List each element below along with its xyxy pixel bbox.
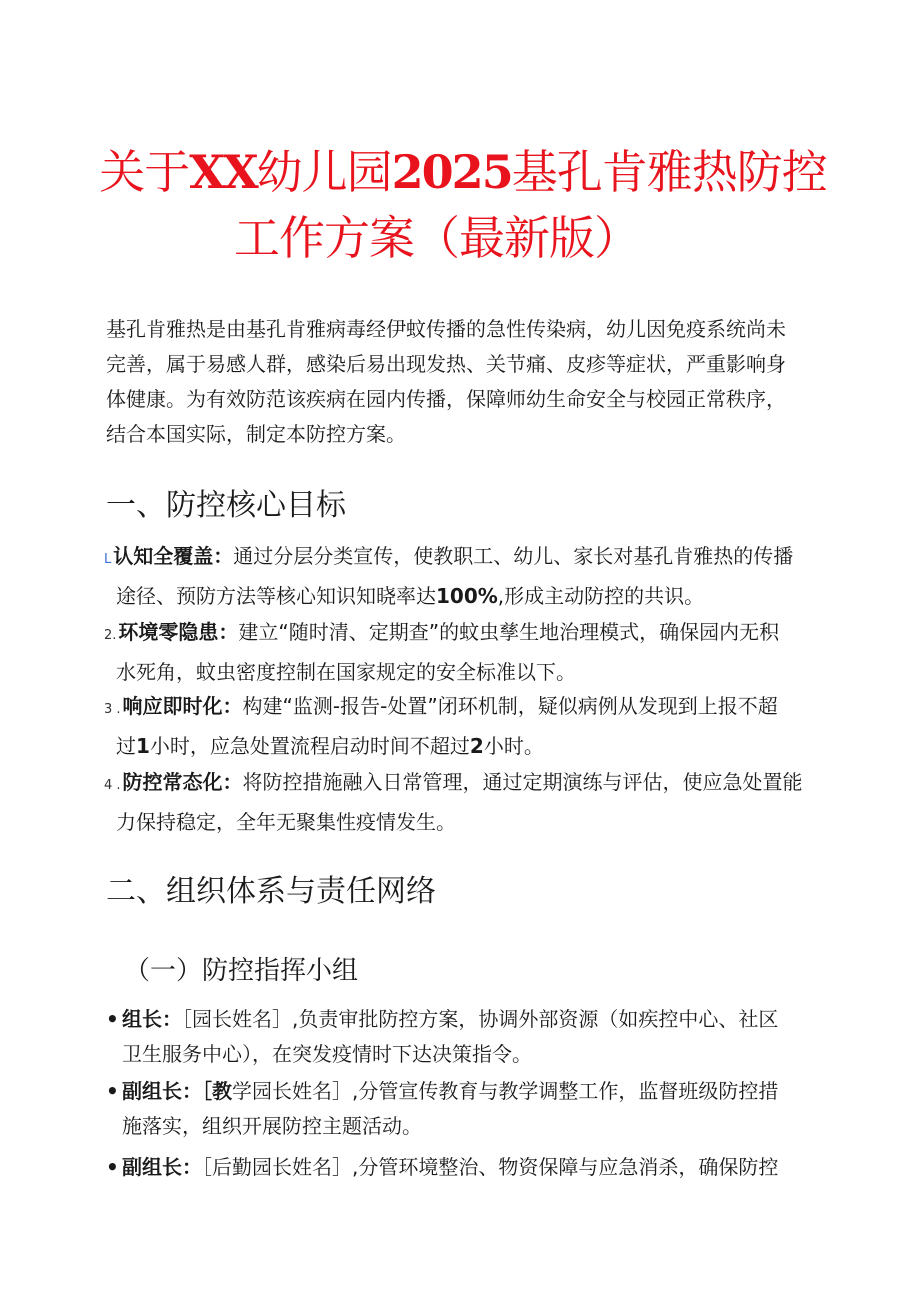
bullet-icon: • — [106, 1155, 119, 1179]
member-role: 副组长： — [122, 1155, 202, 1179]
member-item: • 副组长：［后勤园长姓名］,分管环境整治、物资保障与应急消杀，确保防控 — [106, 1150, 806, 1185]
goal-label: 环境零隐患： — [118, 620, 239, 644]
list-marker: 2. — [104, 628, 117, 643]
list-marker: 3 . — [104, 702, 121, 717]
member-role: 组长： — [122, 1007, 182, 1031]
list-marker: 4 . — [104, 778, 121, 793]
goal-percentage: 100% — [436, 584, 498, 608]
section-heading-goals: 一、防控核心目标 — [106, 488, 346, 523]
goal-item: 3 . 响应即时化：构建“监测-报告-处置”闭环机制，疑似病例从发现到上报不超 过1小时，应急处置流程启动时间不超过2小时。 — [104, 694, 778, 758]
member-item: • 组长：［园长姓名］,负责审批防控方案，协调外部资源（如疾控中心、社区 卫生服务中心），在突发疫情时下达决策指令。 — [106, 1002, 806, 1072]
member-item: • 副组长：［教学园长姓名］,分管宣传教育与教学调整工作，监督班级防控措 施落实，组织开展防控主题活动。 — [106, 1074, 806, 1144]
bullet-icon: • — [106, 1007, 119, 1031]
document-title-line2: 工作方案（最新版） — [234, 211, 639, 265]
subsection-heading-command-group: （一）防控指挥小组 — [124, 956, 359, 986]
goal-label: 防控常态化： — [122, 770, 243, 794]
section-heading-organization: 二、组织体系与责任网络 — [106, 874, 436, 909]
goal-item: 2. 环境零隐患：建立“随时清、定期查”的蚊虫孳生地治理模式，确保园内无积 水死角，蚊虫密度控制在国家规定的安全标准以下。 — [104, 620, 780, 684]
intro-paragraph: 基孔肯雅热是由基孔肯雅病毒经伊蚊传播的急性传染病，幼儿因免疫系统尚未完善，属于易感人群，感染后易出现发热、关节痛、皮疹等症状，严重影响身体健康。为有效防范该疾病在园内传播，保障师幼生命安全与校园正常秩序，结合本国实际，制定本防控方案。 — [106, 317, 786, 446]
member-role: 副组长：［教 — [122, 1079, 232, 1103]
goal-item: 4 . 防控常态化：将防控措施融入日常管理，通过定期演练与评估，使应急处置能 力保持稳定，全年无聚集性疫情发生。 — [104, 770, 803, 834]
bullet-icon: • — [106, 1079, 119, 1103]
list-marker: L — [104, 552, 112, 567]
goal-label: 响应即时化： — [122, 694, 243, 718]
document-title-line1: 关于XX幼儿园2025基孔肯雅热防控 — [99, 145, 827, 199]
goal-label: 认知全覆盖： — [113, 544, 234, 568]
goal-item: L 认知全覆盖：通过分层分类宣传，使教职工、幼儿、家长对基孔肯雅热的传播 途径、预防方法等核心知识知晓率达100%,形成主动防控的共识。 — [104, 544, 794, 608]
